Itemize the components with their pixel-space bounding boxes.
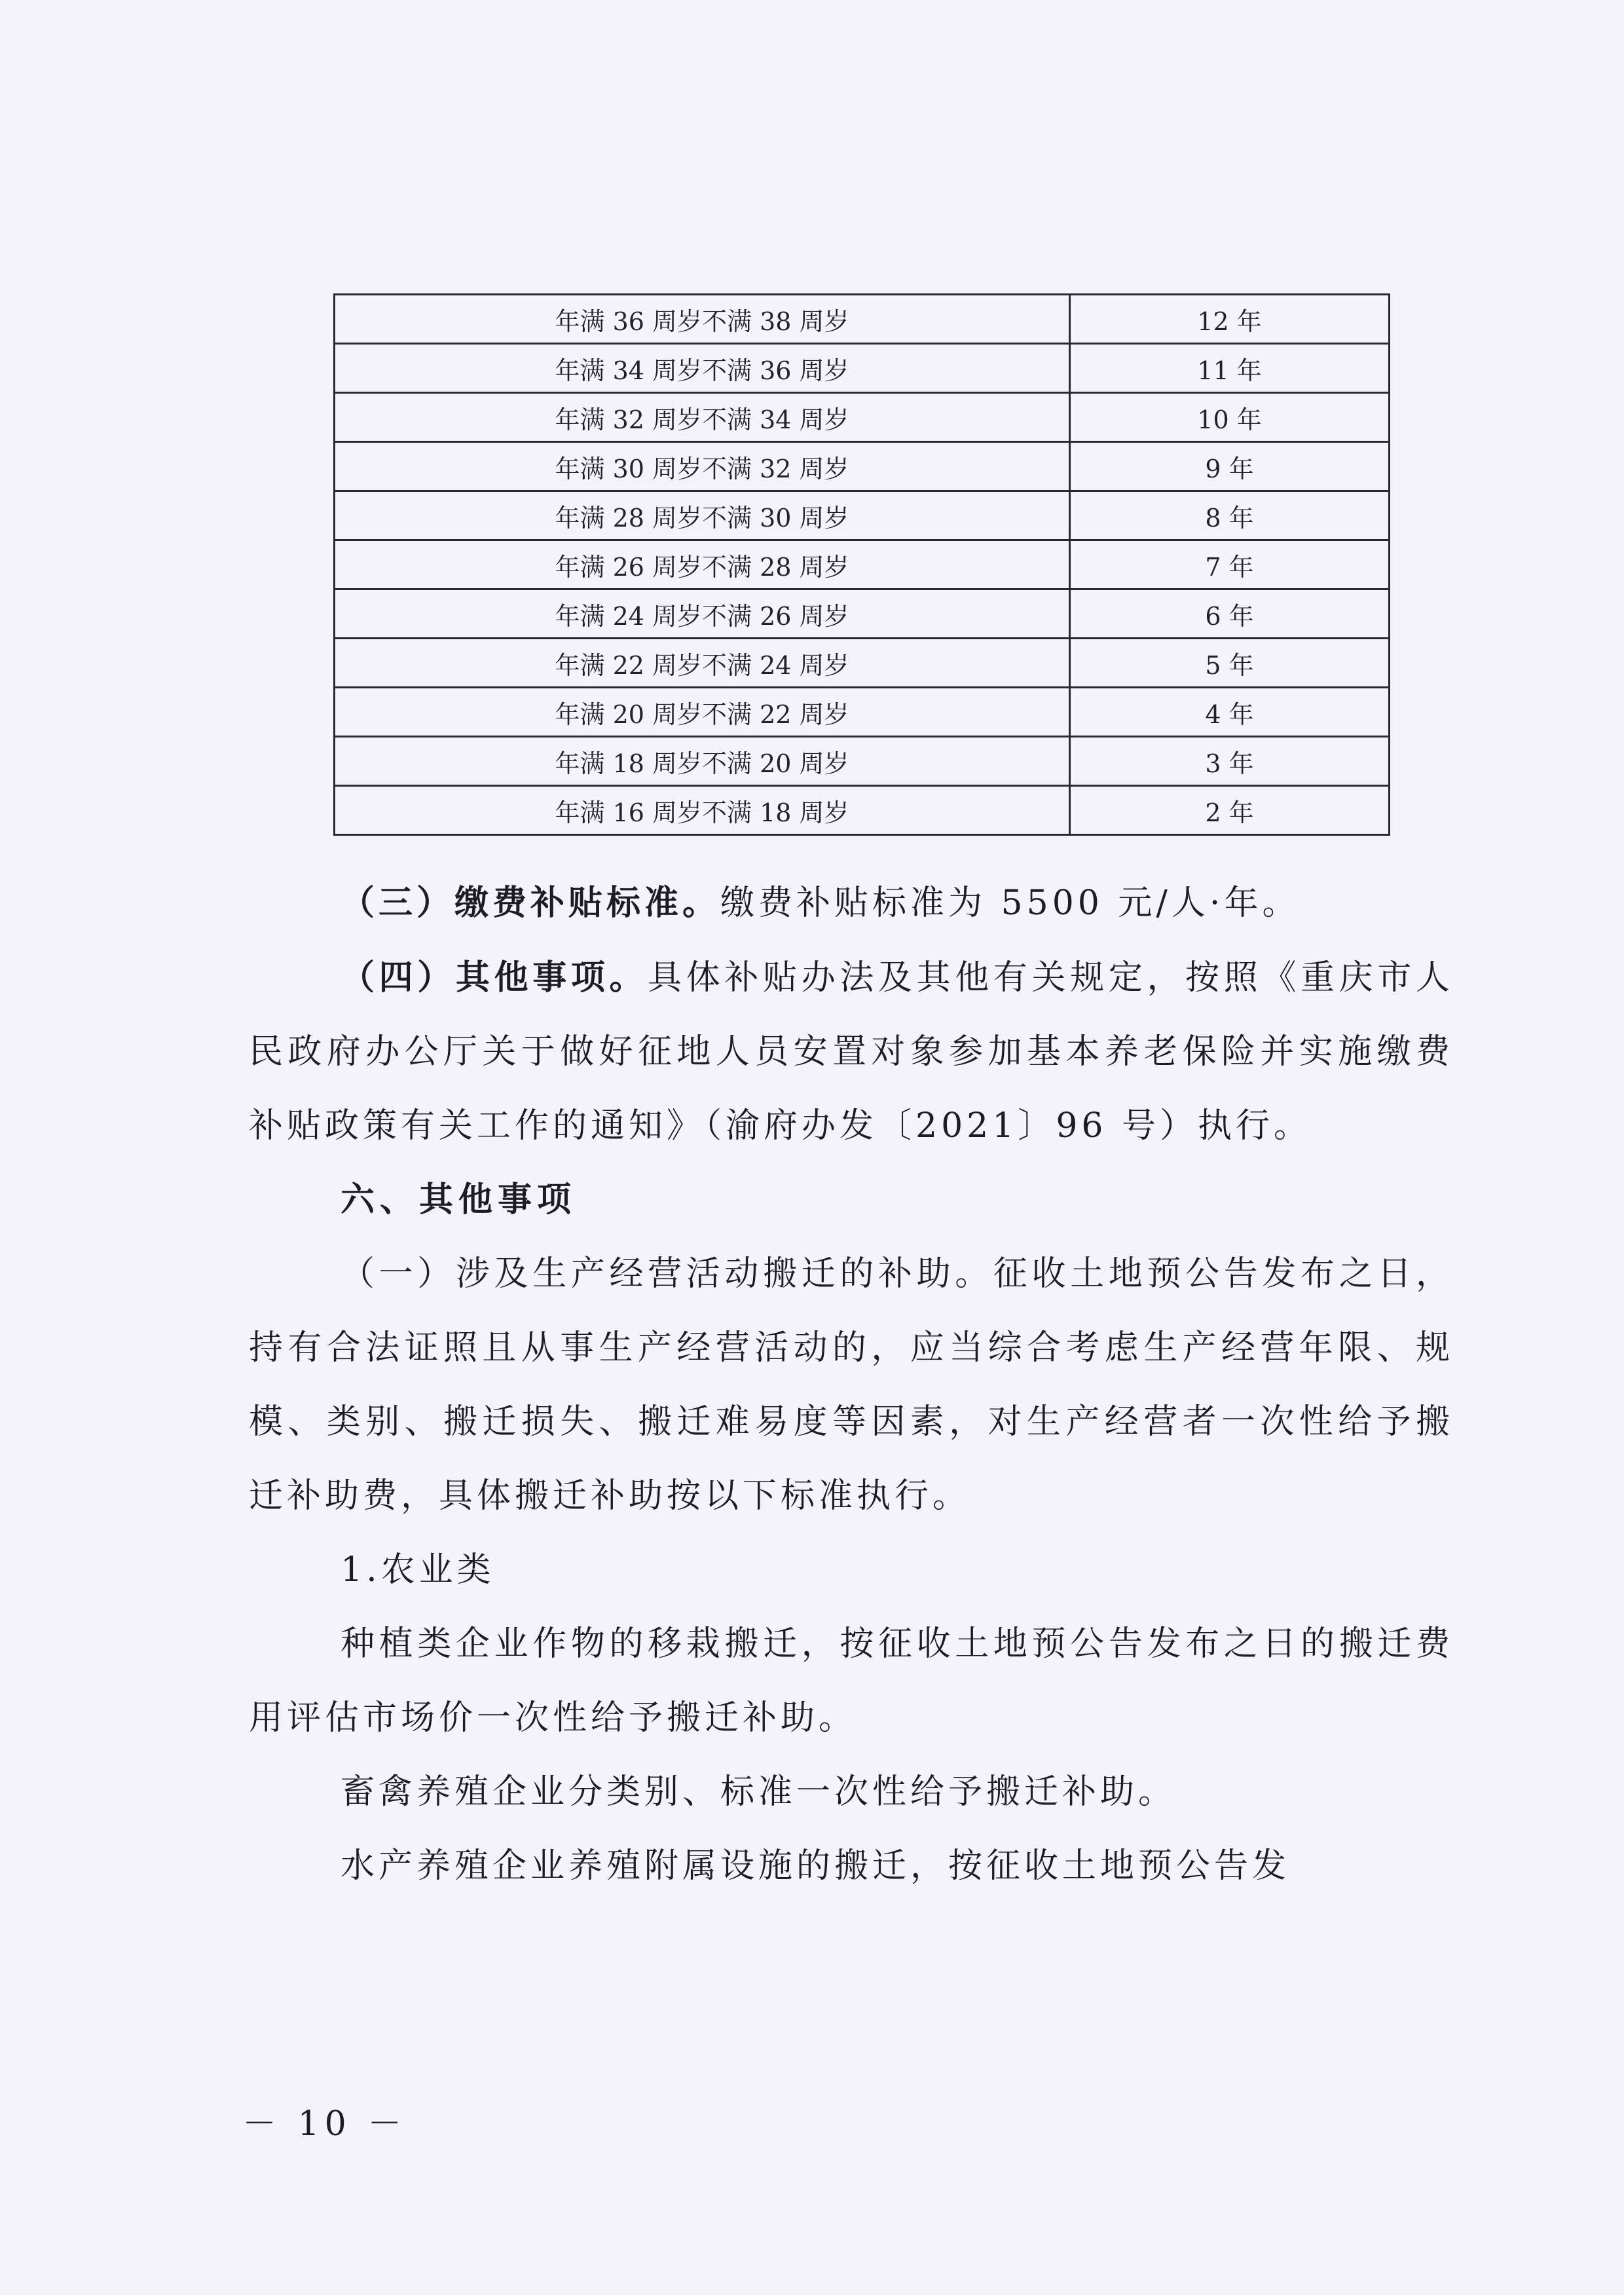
- section-heading-six: 六、其他事项: [341, 1180, 577, 1220]
- paragraph-relocation-subsidy: （一）涉及生产经营活动搬迁的补助。征收土地预公告发布之日，持有合法证照且从事生产经营活动的，应当综合考虑生产经营年限、规模、类别、搬迁损失、搬迁难易度等因素，对生产经营者一次性给予搬迁补助费，具体搬迁补助按以下标准执行。: [249, 1254, 1454, 1516]
- years-cell: 10 年: [1070, 393, 1390, 442]
- table-row: [335, 540, 1390, 589]
- age-range-cell: 年满 20 周岁不满 22 周岁: [335, 688, 1070, 737]
- paragraph-aquaculture: 水产养殖企业养殖附属设施的搬迁，按征收土地预公告发: [341, 1846, 1291, 1886]
- age-years-table: [333, 293, 1390, 836]
- years-cell: 4 年: [1070, 688, 1390, 737]
- paragraph-payment-subsidy-standard: [249, 866, 1454, 941]
- years-cell: 3 年: [1070, 737, 1390, 786]
- paragraph-lead: （四）其他事项。: [341, 958, 648, 998]
- age-range-cell: 年满 28 周岁不满 30 周岁: [335, 491, 1070, 540]
- table-row: [335, 737, 1390, 786]
- paragraph-body: 具体补贴办法及其他有关规定，按照《重庆市人民政府办公厅关于做好征地人员安置对象参加基本养老保险并实施缴费补贴政策有关工作的通知》（渝府办发〔2021〕96 号）执行。: [249, 958, 1454, 1146]
- age-range-cell: 年满 26 周岁不满 28 周岁: [335, 540, 1070, 589]
- table-row: [335, 491, 1390, 540]
- body-text: [249, 866, 1454, 1903]
- age-range-cell: 年满 24 周岁不满 26 周岁: [335, 589, 1070, 639]
- table-row: [335, 786, 1390, 835]
- table-row: [335, 344, 1390, 393]
- table-row: [335, 639, 1390, 688]
- years-cell: 11 年: [1070, 344, 1390, 393]
- years-cell: 5 年: [1070, 639, 1390, 688]
- age-range-cell: 年满 22 周岁不满 24 周岁: [335, 639, 1070, 688]
- paragraph-planting: 种植类企业作物的移栽搬迁，按征收土地预公告发布之日的搬迁费用评估市场价一次性给予搬迁补助。: [249, 1624, 1454, 1738]
- paragraph-other-matters: [249, 941, 1454, 1163]
- age-range-cell: 年满 16 周岁不满 18 周岁: [335, 786, 1070, 835]
- subheading-agriculture: 1.农业类: [341, 1550, 495, 1590]
- age-range-cell: 年满 32 周岁不满 34 周岁: [335, 393, 1070, 442]
- years-cell: 8 年: [1070, 491, 1390, 540]
- age-range-cell: 年满 36 周岁不满 38 周岁: [335, 295, 1070, 344]
- age-range-cell: 年满 30 周岁不满 32 周岁: [335, 442, 1070, 491]
- table-row: [335, 589, 1390, 639]
- paragraph-livestock: 畜禽养殖企业分类别、标准一次性给予搬迁补助。: [341, 1772, 1177, 1812]
- age-range-cell: 年满 34 周岁不满 36 周岁: [335, 344, 1070, 393]
- table-body: [335, 295, 1390, 835]
- age-range-cell: 年满 18 周岁不满 20 周岁: [335, 737, 1070, 786]
- table-row: [335, 295, 1390, 344]
- table-row: [335, 442, 1390, 491]
- table-row: [335, 393, 1390, 442]
- years-cell: 9 年: [1070, 442, 1390, 491]
- table-row: [335, 688, 1390, 737]
- page-number: － 10 －: [242, 2104, 407, 2144]
- paragraph-lead: （三）缴费补贴标准。: [341, 883, 721, 923]
- paragraph-body: 缴费补贴标准为 5500 元/人·年。: [720, 884, 1301, 923]
- years-cell: 6 年: [1070, 589, 1390, 639]
- years-cell: 2 年: [1070, 786, 1390, 835]
- years-cell: 12 年: [1070, 295, 1390, 344]
- years-cell: 7 年: [1070, 540, 1390, 589]
